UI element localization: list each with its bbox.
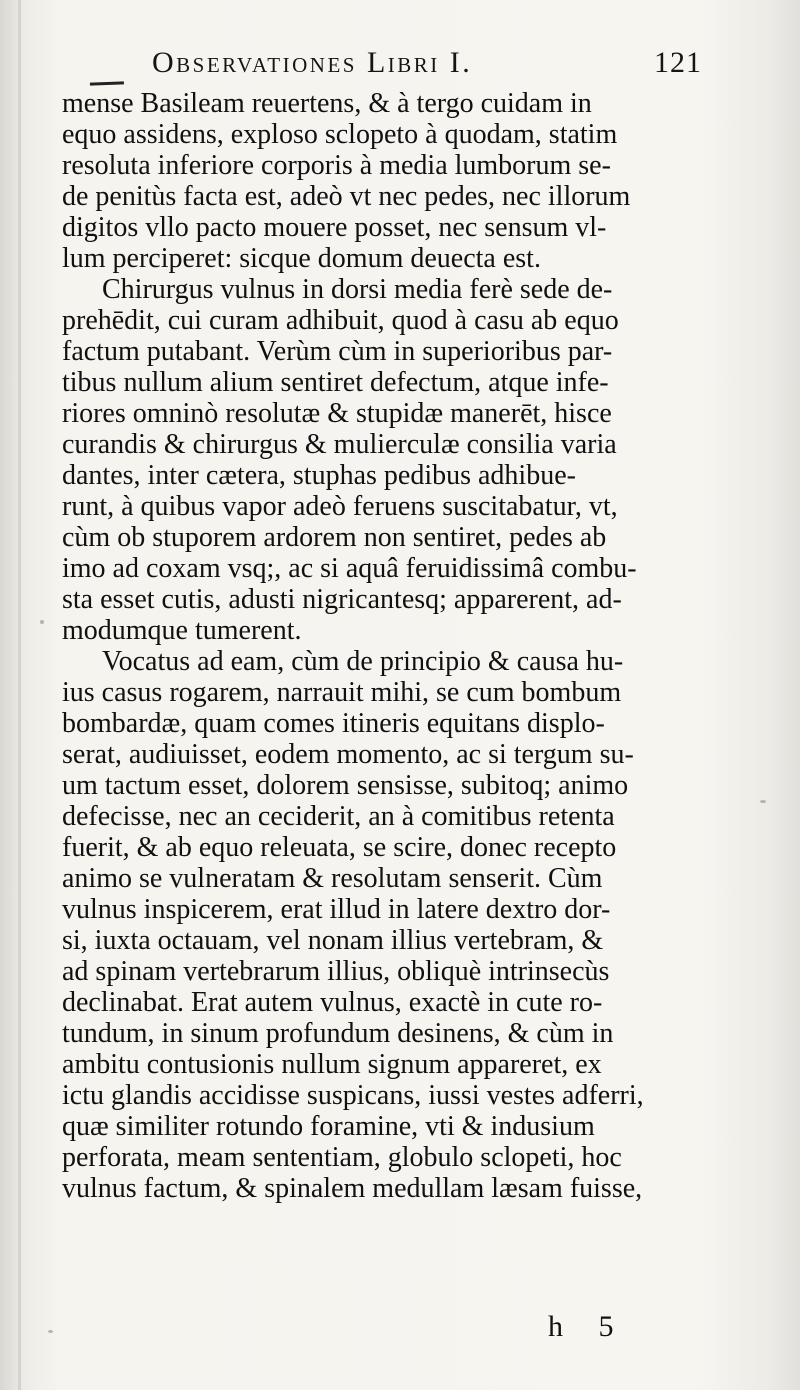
text-line: vulnus inspicerem, erat illud in latere dextro dor- — [62, 894, 611, 925]
paper-speck — [40, 620, 44, 624]
paragraph — [62, 274, 712, 646]
text-line: modumque tumerent. — [62, 615, 302, 646]
text-line: quæ similiter rotundo foramine, vti & indusium — [62, 1111, 595, 1142]
text-line: ambitu contusionis nullum signum appareret, ex — [62, 1049, 602, 1080]
text-line: Chirurgus vulnus in dorsi media ferè sede de- — [102, 274, 613, 305]
paper-speck — [760, 800, 766, 803]
text-line: digitos vllo pacto mouere posset, nec sensum vl- — [62, 212, 607, 243]
page-header — [62, 38, 712, 88]
text-line: de penitùs facta est, adeò vt nec pedes, nec illorum — [62, 181, 631, 212]
text-line: animo se vulneratam & resolutam senserit. Cùm — [62, 863, 603, 894]
text-line: prehēdit, cui curam adhibuit, quod à casu ab equo — [62, 305, 619, 336]
text-line: ius casus rogarem, narrauit mihi, se cum bombum — [62, 677, 622, 708]
signature-mark: h 5 — [548, 1310, 628, 1343]
text-line: tibus nullum alium sentiret defectum, atque infe- — [62, 367, 609, 398]
text-line: cùm ob stuporem ardorem non sentiret, pedes ab — [62, 522, 607, 553]
text-line: dantes, inter cætera, stuphas pedibus adhibue- — [62, 460, 576, 491]
text-line: imo ad coxam vsq;, ac si aquâ feruidissimâ combu- — [62, 553, 637, 584]
text-line: runt, à quibus vapor adeò feruens suscitabatur, vt, — [62, 491, 618, 522]
paragraph — [62, 646, 712, 1204]
text-line: si, iuxta octauam, vel nonam illius vertebram, & — [62, 925, 604, 956]
text-line: factum putabant. Verùm cùm in superioribus par- — [62, 336, 613, 367]
text-line: tundum, in sinum profundum desinens, & cùm in — [62, 1018, 614, 1049]
paragraph — [62, 88, 712, 274]
text-line: ad spinam vertebrarum illius, obliquè intrinsecùs — [62, 956, 610, 987]
text-line: declinabat. Erat autem vulnus, exactè in cute ro- — [62, 987, 603, 1018]
text-line: fuerit, & ab equo releuata, se scire, donec recepto — [62, 832, 617, 863]
running-title: Observationes Libri I. — [152, 46, 473, 79]
text-line: lum perciperet: sicque domum deuecta est. — [62, 243, 541, 274]
text-line: resoluta inferiore corporis à media lumborum se- — [62, 150, 611, 181]
text-line: riores omninò resolutæ & stupidæ manerēt, hisce — [62, 398, 612, 429]
paper-speck — [48, 1330, 53, 1333]
text-line: curandis & chirurgus & mulierculæ consilia varia — [62, 429, 617, 460]
text-line: sta esset cutis, adusti nigricantesq; apparerent, ad- — [62, 584, 622, 615]
body-text — [62, 88, 712, 1204]
page-number: 121 — [654, 46, 702, 79]
text-line: equo assidens, exploso sclopeto à quodam, statim — [62, 119, 618, 150]
text-line: Vocatus ad eam, cùm de principio & causa hu- — [102, 646, 624, 677]
text-line: mense Basileam reuertens, & à tergo cuidam in — [62, 88, 592, 119]
text-line: ictu glandis accidisse suspicans, iussi vestes adferri, — [62, 1080, 644, 1111]
text-line: bombardæ, quam comes itineris equitans displo- — [62, 708, 605, 739]
text-line: um tactum esset, dolorem sensisse, subitoq; animo — [62, 770, 629, 801]
text-line: vulnus factum, & spinalem medullam læsam fuisse, — [62, 1173, 643, 1204]
text-line: serat, audiuisset, eodem momento, ac si tergum su- — [62, 739, 634, 770]
text-line: perforata, meam sententiam, globulo sclopeti, hoc — [62, 1142, 622, 1173]
text-line: defecisse, nec an ceciderit, an à comitibus retenta — [62, 801, 615, 832]
